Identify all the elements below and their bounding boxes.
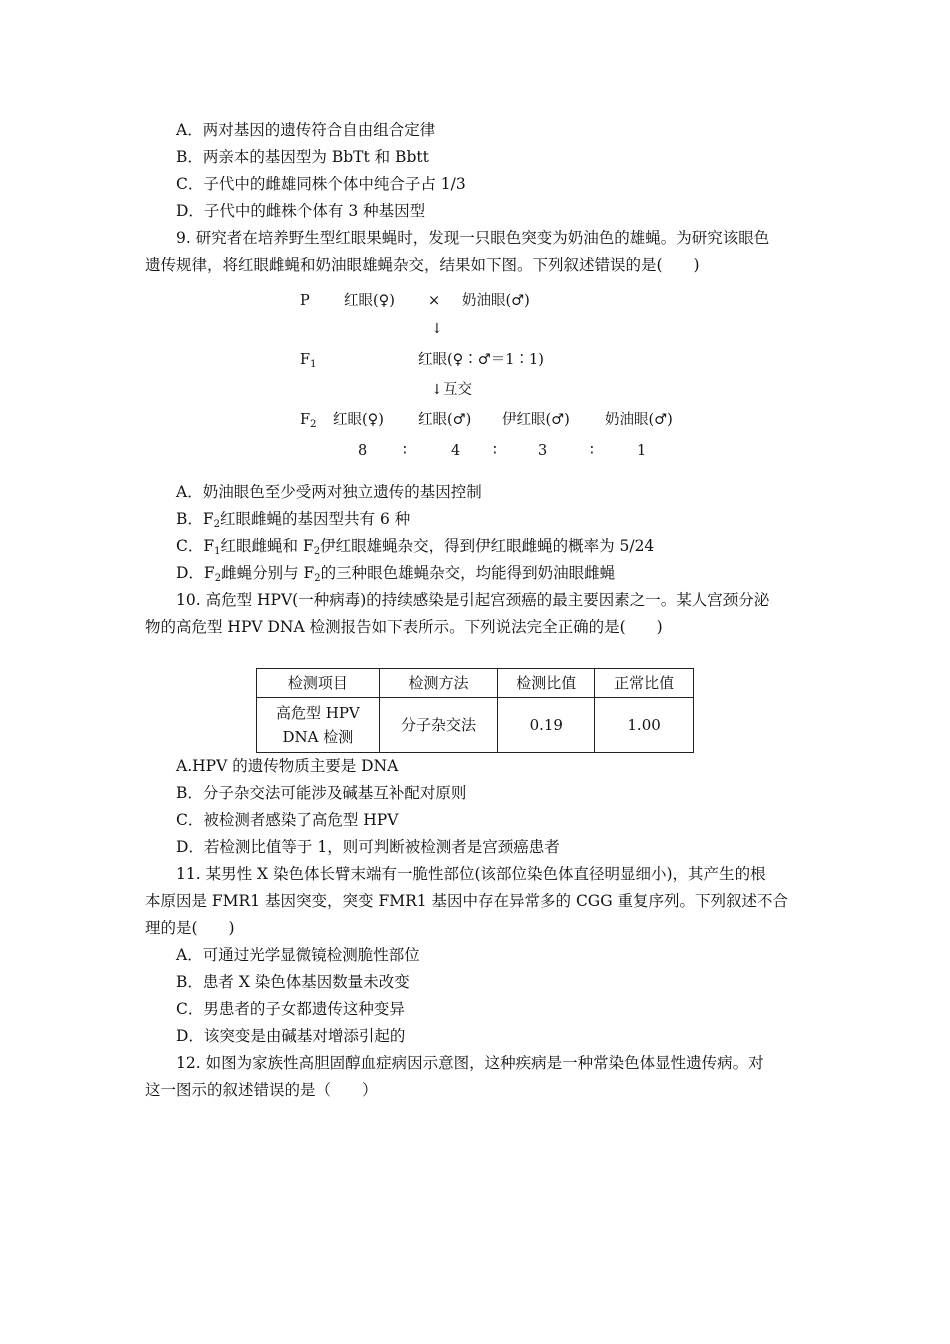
- q8-option-b: B．两亲本的基因型为 BbTt 和 Bbtt: [176, 148, 429, 166]
- p-male-phenotype: 奶油眼(♂): [462, 293, 530, 309]
- q11-option-d: D．该突变是由碱基对增添引起的: [176, 1027, 406, 1045]
- cross-symbol: ×: [428, 293, 441, 309]
- hpv-test-table: [256, 668, 694, 753]
- q9-option-b: B．$F_2$红眼雌蝇的基因型共有 6 种: [176, 510, 411, 530]
- f2-phenotype-eosin-male: 伊红眼(♂): [502, 412, 570, 428]
- table-cell-method: 分子杂交法: [379, 698, 498, 753]
- q8-option-c: C．子代中的雌雄同株个体中纯合子占 1/3: [176, 175, 466, 193]
- f2-ratio-separator: ∶: [403, 443, 407, 459]
- q9-option-a: A．奶油眼色至少受两对独立遗传的基因控制: [176, 483, 482, 501]
- q8-option-a: A．两对基因的遗传符合自由组合定律: [176, 121, 436, 139]
- f2-ratio-value: 1: [637, 443, 647, 459]
- table-header: 正常比值: [595, 669, 694, 698]
- q12-stem-line1: 12. 如图为家族性高胆固醇血症病因示意图，这种疾病是一种常染色体显性遗传病。对: [176, 1054, 764, 1072]
- q11-option-b: B．患者 X 染色体基因数量未改变: [176, 973, 410, 991]
- q10-option-a: A.HPV 的遗传物质主要是 DNA: [176, 757, 399, 775]
- q12-stem-line2: 这一图示的叙述错误的是（ ）: [145, 1081, 378, 1099]
- f1-result: 红眼(♀∶♂＝1∶1): [418, 352, 544, 368]
- table-header: 检测比值: [498, 669, 595, 698]
- f2-ratio-separator: ∶: [493, 443, 497, 459]
- table-header-row: [257, 669, 694, 698]
- f2-generation-label: $F_2$: [300, 412, 317, 430]
- q11-stem-line2: 本原因是 FMR1 基因突变，突变 FMR1 基因中存在异常多的 CGG 重复序列。下列叙述不合: [145, 892, 789, 910]
- q10-option-d: D．若检测比值等于 1，则可判断被检测者是宫颈癌患者: [176, 838, 560, 856]
- f1-generation-label: $F_1$: [300, 352, 317, 370]
- q10-option-c: C．被检测者感染了高危型 HPV: [176, 811, 399, 829]
- f2-phenotype-cream-male: 奶油眼(♂): [605, 412, 673, 428]
- q9-option-d: D．$F_2$雌蝇分别与 $F_2$的三种眼色雄蝇杂交，均能得到奶油眼雌蝇: [176, 564, 616, 584]
- f2-phenotype-red-male: 红眼(♂): [418, 412, 472, 428]
- table-cell-ratio: 0.19: [498, 698, 595, 753]
- intercross-label: 互交: [443, 382, 472, 398]
- q10-stem-line1: 10. 高危型 HPV(一种病毒)的持续感染是引起宫颈癌的最主要因素之一。某人宫颈分泌: [176, 591, 770, 609]
- p-female-phenotype: 红眼(♀): [344, 293, 395, 309]
- f2-phenotype-red-female: 红眼(♀): [333, 412, 384, 428]
- table-cell-normal: 1.00: [595, 698, 694, 753]
- f2-ratio-value: 4: [451, 443, 461, 459]
- f2-ratio-value: 8: [358, 443, 368, 459]
- q10-option-b: B．分子杂交法可能涉及碱基互补配对原则: [176, 784, 467, 802]
- f2-ratio-value: 3: [538, 443, 548, 459]
- down-arrow-icon: ↓: [431, 382, 443, 398]
- down-arrow-icon: ↓: [431, 321, 443, 337]
- q11-stem-line1: 11. 某男性 X 染色体长臂末端有一脆性部位(该部位染色体直径明显细小)，其产生的根: [176, 865, 766, 883]
- q9-option-c: C．$F_1$红眼雌蝇和 $F_2$伊红眼雄蝇杂交，得到伊红眼雌蝇的概率为 5/24: [176, 537, 655, 557]
- q10-stem-line2: 物的高危型 HPV DNA 检测报告如下表所示。下列说法完全正确的是( ): [145, 618, 663, 636]
- q11-stem-line3: 理的是( ): [145, 919, 235, 937]
- q9-stem-line1: 9. 研究者在培养野生型红眼果蝇时，发现一只眼色突变为奶油色的雄蝇。为研究该眼色: [176, 229, 770, 247]
- q11-option-a: A．可通过光学显微镜检测脆性部位: [176, 946, 420, 964]
- f2-ratio-separator: ∶: [590, 443, 594, 459]
- table-header: 检测方法: [379, 669, 498, 698]
- table-row: [257, 698, 694, 753]
- table-header: 检测项目: [257, 669, 380, 698]
- q9-stem-line2: 遗传规律，将红眼雌蝇和奶油眼雄蝇杂交，结果如下图。下列叙述错误的是( ): [145, 256, 700, 274]
- q11-option-c: C．男患者的子女都遗传这种变异: [176, 1000, 405, 1018]
- q8-option-d: D．子代中的雌株个体有 3 种基因型: [176, 202, 426, 220]
- p-generation-label: P: [300, 293, 310, 309]
- table-cell-item: 高危型 HPV DNA 检测: [257, 698, 380, 753]
